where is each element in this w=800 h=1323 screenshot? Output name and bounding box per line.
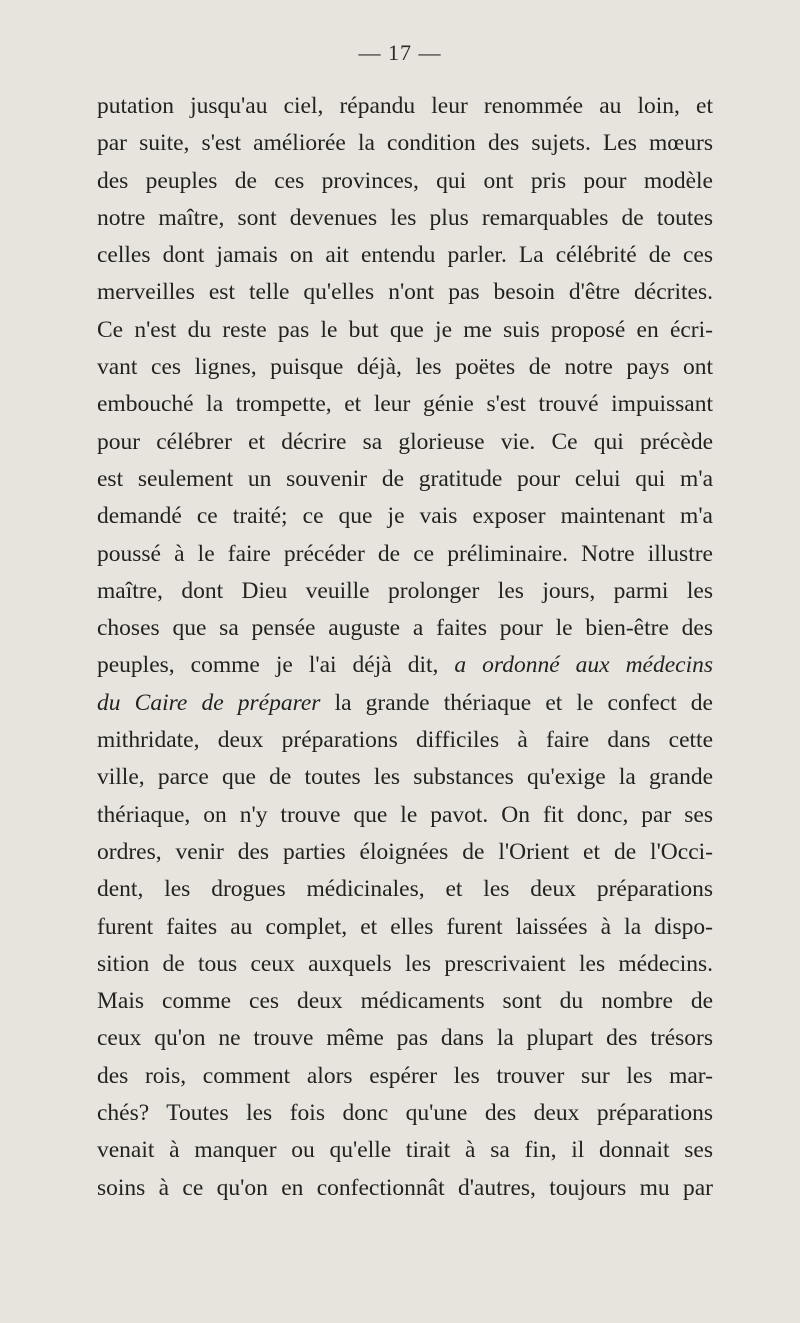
text-line: celles dont jamais on ait entendu parler. La célébrité de ces (97, 242, 713, 269)
text-line: sition de tous ceux auxquels les prescrivaient les médecins. (97, 950, 713, 977)
text-line: chés? Toutes les fois donc qu'une des deux préparations (97, 1100, 713, 1127)
body-text (97, 88, 713, 1207)
text-line: vant ces lignes, puisque déjà, les poëtes de notre pays ont (97, 354, 713, 381)
text-line: ceux qu'on ne trouve même pas dans la plupart des trésors (97, 1025, 713, 1052)
text-italic-segment: du Caire de préparer (97, 689, 321, 716)
text-line: par suite, s'est améliorée la condition des sujets. Les mœurs (97, 130, 713, 157)
text-line: mithridate, deux préparations difficiles à faire dans cette (97, 727, 713, 754)
text-line: Mais comme ces deux médicaments sont du nombre de (97, 988, 713, 1015)
text-roman-segment: la grande thériaque et le confect de (334, 689, 713, 716)
text-line: ordres, venir des parties éloignées de l'Orient et de l'Occi- (97, 838, 713, 865)
text-line: furent faites au complet, et elles furent laissées à la dispo- (97, 913, 713, 940)
text-line-mixed (97, 685, 713, 722)
text-line: soins à ce qu'on en confectionnât d'autres, toujours mu par (97, 1174, 713, 1201)
page-number: — 17 — (358, 40, 442, 65)
text-line: putation jusqu'au ciel, répandu leur renommée au loin, et (97, 93, 713, 119)
text-line: merveilles est telle qu'elles n'ont pas besoin d'être décrites. (97, 279, 713, 306)
text-line: demandé ce traité; ce que je vais exposer maintenant m'a (97, 503, 713, 530)
text-line: venait à manquer ou qu'elle tirait à sa fin, il donnait ses (97, 1137, 713, 1164)
text-line: dent, les drogues médicinales, et les deux préparations (97, 876, 713, 903)
text-line: ville, parce que de toutes les substances qu'exige la grande (97, 764, 713, 791)
text-line: maître, dont Dieu veuille prolonger les jours, parmi les (97, 577, 713, 604)
text-line-mixed (97, 647, 713, 684)
text-line: embouché la trompette, et leur génie s'est trouvé impuissant (97, 391, 713, 418)
text-line: choses que sa pensée auguste a faites pour le bien-être des (97, 615, 713, 642)
text-roman-segment: peuples, comme je l'ai déjà dit, (97, 652, 439, 679)
text-line: notre maître, sont devenues les plus remarquables de toutes (97, 204, 713, 231)
text-line: thériaque, on n'y trouve que le pavot. On fit donc, par ses (97, 801, 713, 828)
text-line: Ce n'est du reste pas le but que je me suis proposé en écri- (97, 316, 713, 343)
text-italic-segment: a ordonné aux médecins (454, 652, 714, 679)
text-line: des rois, comment alors espérer les trouver sur les mar- (97, 1062, 713, 1089)
text-line: est seulement un souvenir de gratitude pour celui qui m'a (97, 465, 713, 492)
text-line: pour célébrer et décrire sa glorieuse vie. Ce qui précède (97, 428, 713, 455)
text-line: des peuples de ces provinces, qui ont pris pour modèle (97, 167, 713, 194)
text-line: poussé à le faire précéder de ce préliminaire. Notre illustre (97, 540, 713, 567)
